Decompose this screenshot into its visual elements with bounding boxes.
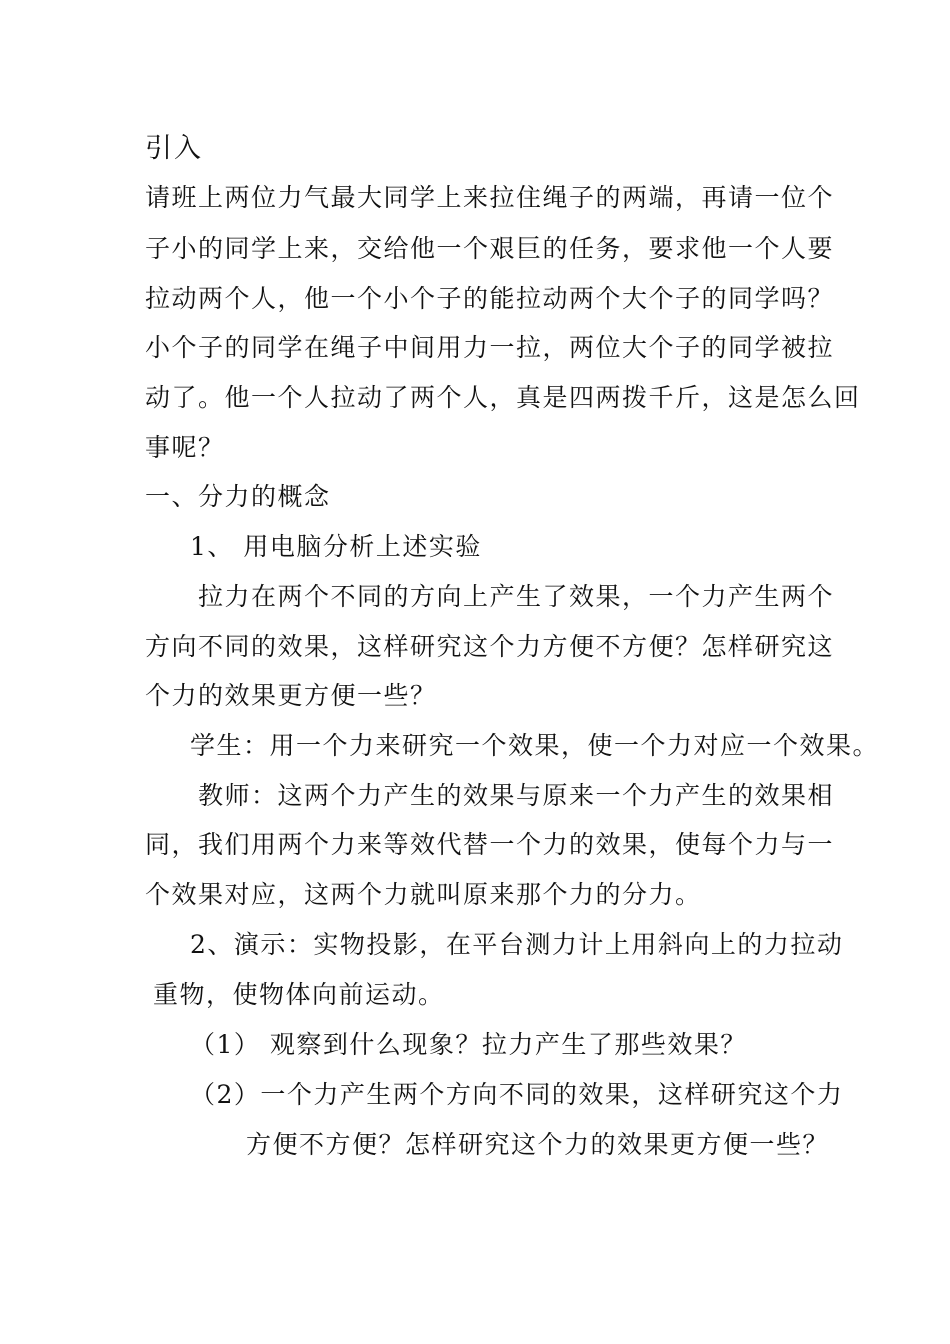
question-2-line-2: 方便不方便？怎样研究这个力的效果更方便一些？ (246, 1130, 830, 1159)
section1-heading: 一、分力的概念 (145, 482, 331, 511)
intro-heading: 引入 (145, 133, 203, 164)
question-2-line-1: （2）一个力产生两个方向不同的效果，这样研究这个力 (190, 1080, 844, 1109)
intro-line-1: 请班上两位力气最大同学上来拉住绳子的两端，再请一位个 (145, 183, 835, 212)
item1-line-3: 个力的效果更方便一些？ (145, 681, 437, 710)
student-line: 学生：用一个力来研究一个效果，使一个力对应一个效果。 (190, 731, 880, 760)
item2-line-1: 2、演示：实物投影，在平台测力计上用斜向上的力拉动 (190, 930, 844, 959)
item1-line-2: 方向不同的效果，这样研究这个力方便不方便？怎样研究这 (145, 632, 835, 661)
teacher-line-2: 同，我们用两个力来等效代替一个力的效果，使每个力与一 (145, 830, 835, 859)
intro-line-4: 小个子的同学在绳子中间用力一拉，两位大个子的同学被拉 (145, 333, 835, 362)
intro-line-3: 拉动两个人，他一个小个子的能拉动两个大个子的同学吗？ (145, 284, 835, 313)
item1-line-1: 拉力在两个不同的方向上产生了效果，一个力产生两个 (198, 582, 835, 611)
item2-line-2: 重物，使物体向前运动。 (153, 980, 445, 1009)
question-1: （1） 观察到什么现象？拉力产生了那些效果？ (190, 1030, 747, 1059)
intro-line-6: 事呢？ (145, 433, 225, 462)
item1-heading: 1、 用电脑分析上述实验 (190, 532, 482, 561)
teacher-line-1: 教师：这两个力产生的效果与原来一个力产生的效果相 (198, 781, 835, 810)
teacher-line-3: 个效果对应，这两个力就叫原来那个力的分力。 (145, 880, 702, 909)
intro-line-2: 子小的同学上来，交给他一个艰巨的任务，要求他一个人要 (145, 234, 835, 263)
intro-line-5: 动了。他一个人拉动了两个人，真是四两拨千斤，这是怎么回 (145, 383, 861, 412)
